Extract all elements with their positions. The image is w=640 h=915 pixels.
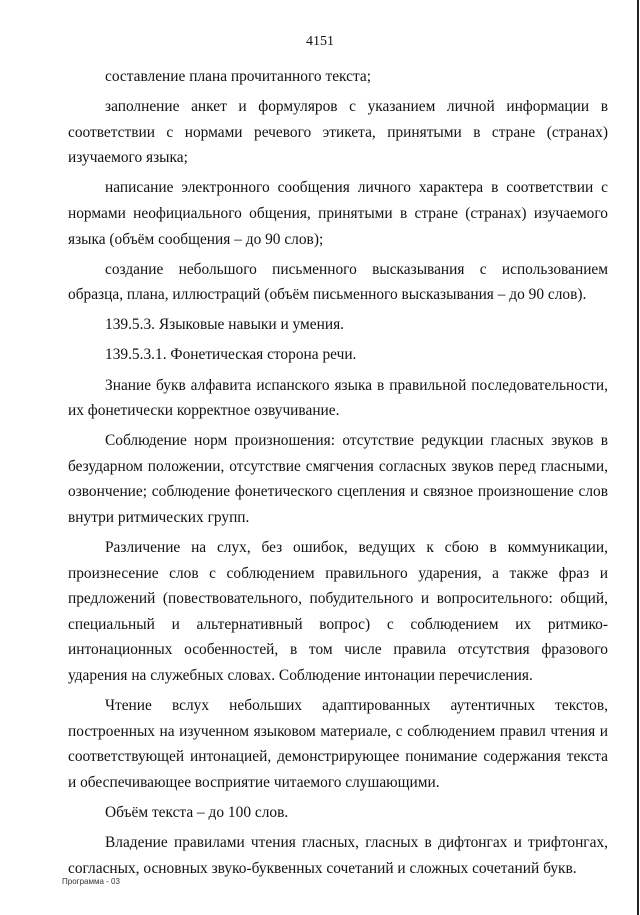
- paragraph: Чтение вслух небольших адаптированных аутентичных текстов, построенных на изученном языковом материале, с соблюдением правил чтения и соответствующей интонацией, демонстрирующее понимание содержания текста и обеспечивающее восприятие читаемого слушающими.: [68, 697, 608, 791]
- section-heading: 139.5.3. Языковые навыки и умения.: [105, 316, 345, 334]
- paragraph: Знание букв алфавита испанского языка в правильной последовательности, их фонетически корректное озвучивание.: [68, 376, 608, 420]
- page-number: 4151: [306, 34, 334, 49]
- paragraph: Объём текста – до 100 слов.: [105, 804, 289, 822]
- paragraph: Соблюдение норм произношения: отсутствие редукции гласных звуков в безударном положении, отсутствие смягчения согласных звуков перед гласными, озвончение; соблюдение фонетического сцепления и связное произношение слов внутри ритмических групп.: [68, 432, 608, 526]
- paragraph: Владение правилами чтения гласных, гласных в дифтонгах и трифтонгах, согласных, основных звуко-буквенных сочетаний и сложных сочетаний букв.: [68, 834, 608, 877]
- paragraph: создание небольшого письменного высказывания с использованием образца, плана, иллюстраций (объём письменного высказывания – до 90 слов).: [68, 260, 608, 304]
- paragraph: написание электронного сообщения личного характера в соответствии с нормами неофициального общения, принятыми в стране (странах) изучаемого языка (объём сообщения – до 90 слов);: [68, 179, 608, 248]
- paragraph: заполнение анкет и формуляров с указанием личной информации в соответствии с нормами речевого этикета, принятыми в стране (странах) изучаемого языка;: [68, 98, 608, 167]
- document-body: [68, 64, 608, 886]
- subsection-heading: 139.5.3.1. Фонетическая сторона речи.: [105, 346, 357, 364]
- scan-edge: [637, 0, 639, 915]
- footer-label: Программа - 03: [62, 877, 120, 886]
- paragraph: составление плана прочитанного текста;: [105, 68, 371, 85]
- paragraph: Различение на слух, без ошибок, ведущих к сбою в коммуникации, произнесение слов с соблюдением правильного ударения, а также фраз и предложений (повествовательного, побудительного и вопросительного: общий, специальный и альтернативный вопрос) с соблюдением их ритмико-интонационных особенностей, в том числе правила отсутствия фразового ударения на служебных словах. Соблюдение интонации перечисления.: [68, 539, 608, 685]
